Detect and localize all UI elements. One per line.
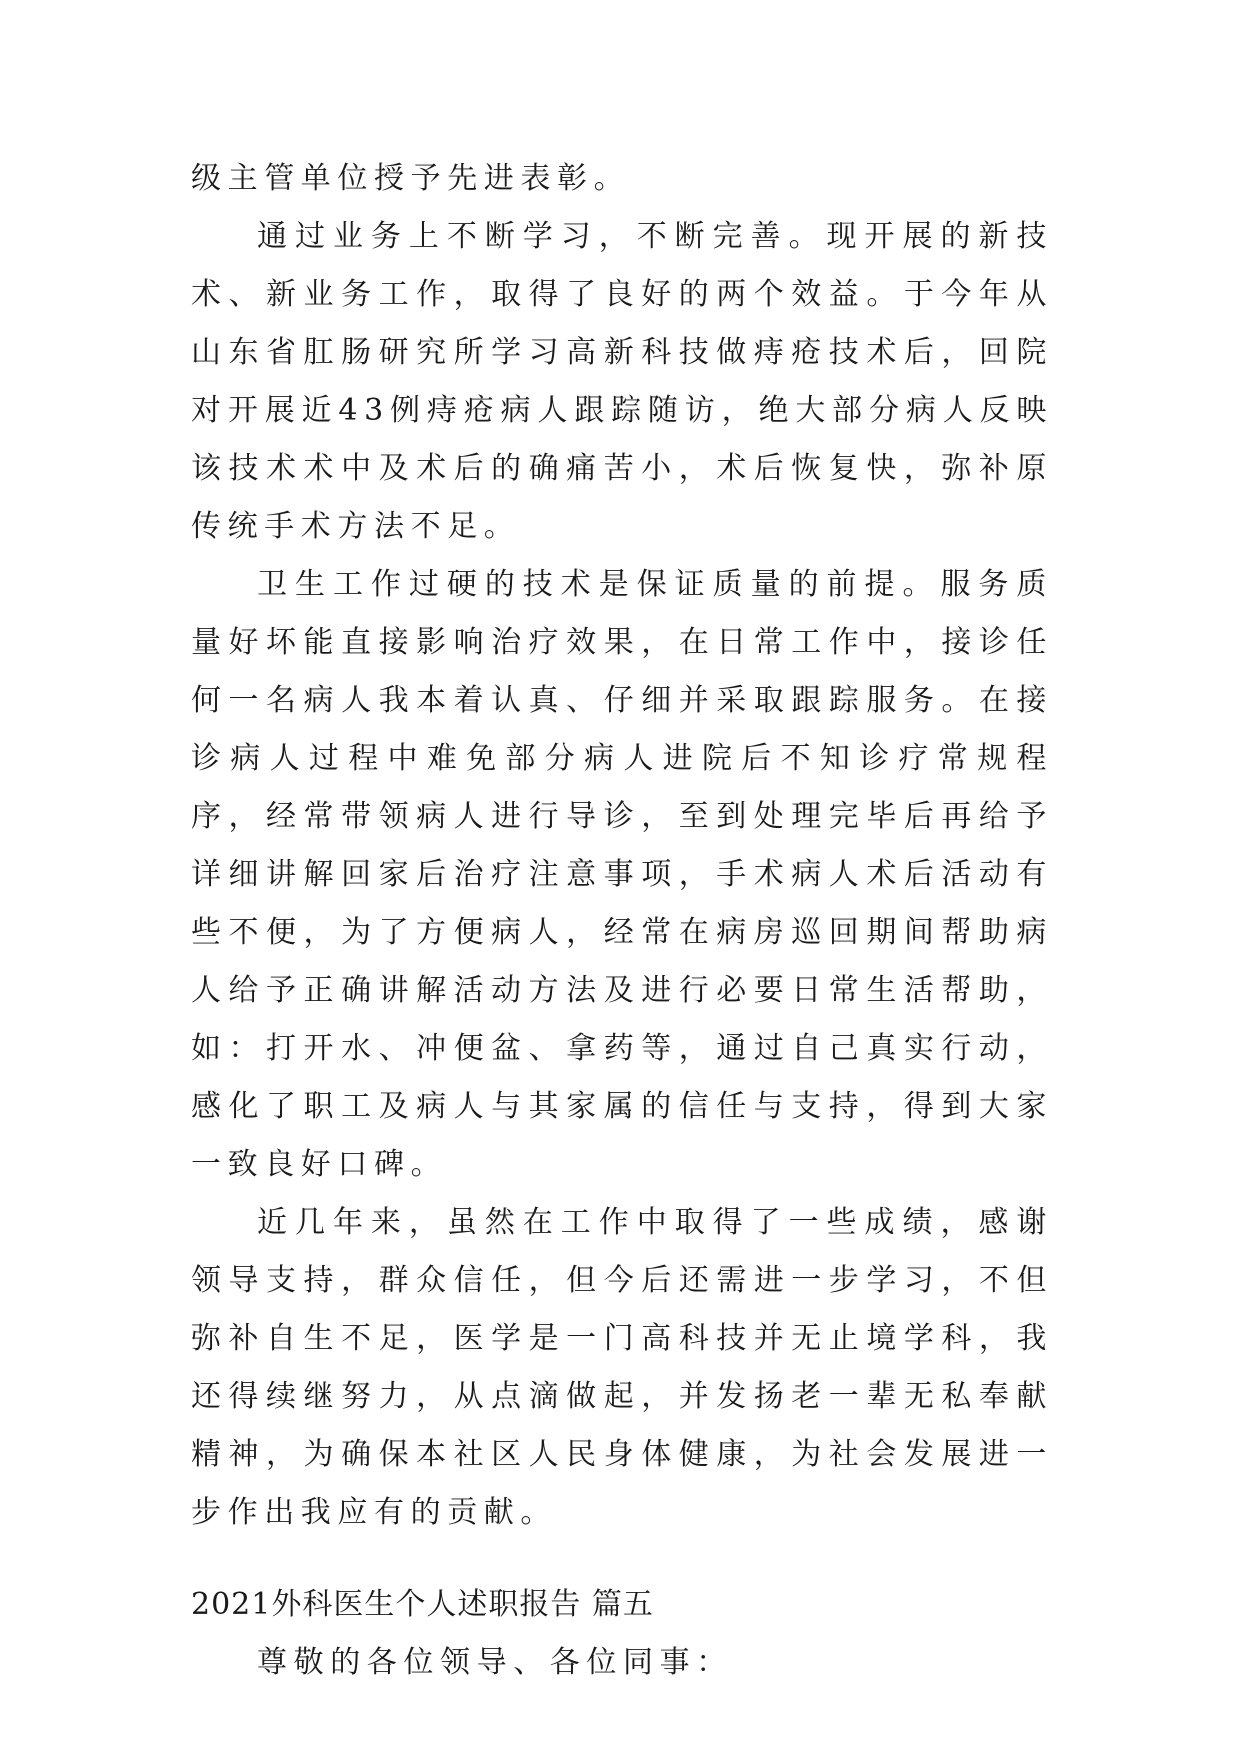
paragraph-new-technology: 通过业务上不断学习，不断完善。现开展的新技术、新业务工作，取得了良好的两个效益。于今年从山东省肛肠研究所学习高新科技做痔疮技术后，回院对开展近43例痔疮病人跟踪随访，绝大部分病人反映该技术术中及术后的确痛苦小，术后恢复快，弥补原传统手术方法不足。 [191,219,1053,544]
section-spacer [191,1542,1053,1576]
section-heading: 2021外科医生个人述职报告 篇五 [191,1587,654,1622]
paragraph-service-quality: 卫生工作过硬的技术是保证质量的前提。服务质量好坏能直接影响治疗效果，在日常工作中，接诊任何一名病人我本着认真、仔细并采取跟踪服务。在接诊病人过程中难免部分病人进院后不知诊疗常规程序，经常带领病人进行导诊，至到处理完毕后再给予详细讲解回家后治疗注意事项，手术病人术后活动有些不便，为了方便病人，经常在病房巡回期间帮助病人给予正确讲解活动方法及进行必要日常生活帮助，如：打开水、冲便盆、拿药等，通过自己真实行动，感化了职工及病人与其家属的信任与支持，得到大家一致良好口碑。 [191,567,1053,1182]
document-body [191,150,1053,1692]
paragraph-conclusion: 近几年来，虽然在工作中取得了一些成绩，感谢领导支持，群众信任，但今后还需进一步学习，不但弥补自生不足，医学是一门高科技并无止境学科，我还得续继努力，从点滴做起，并发扬老一辈无私奉献精神，为确保本社区人民身体健康，为社会发展进一步作出我应有的贡献。 [191,1205,1053,1530]
salutation: 尊敬的各位领导、各位同事： [257,1645,733,1680]
paragraph-continuation: 级主管单位授予先进表彰。 [191,161,631,196]
